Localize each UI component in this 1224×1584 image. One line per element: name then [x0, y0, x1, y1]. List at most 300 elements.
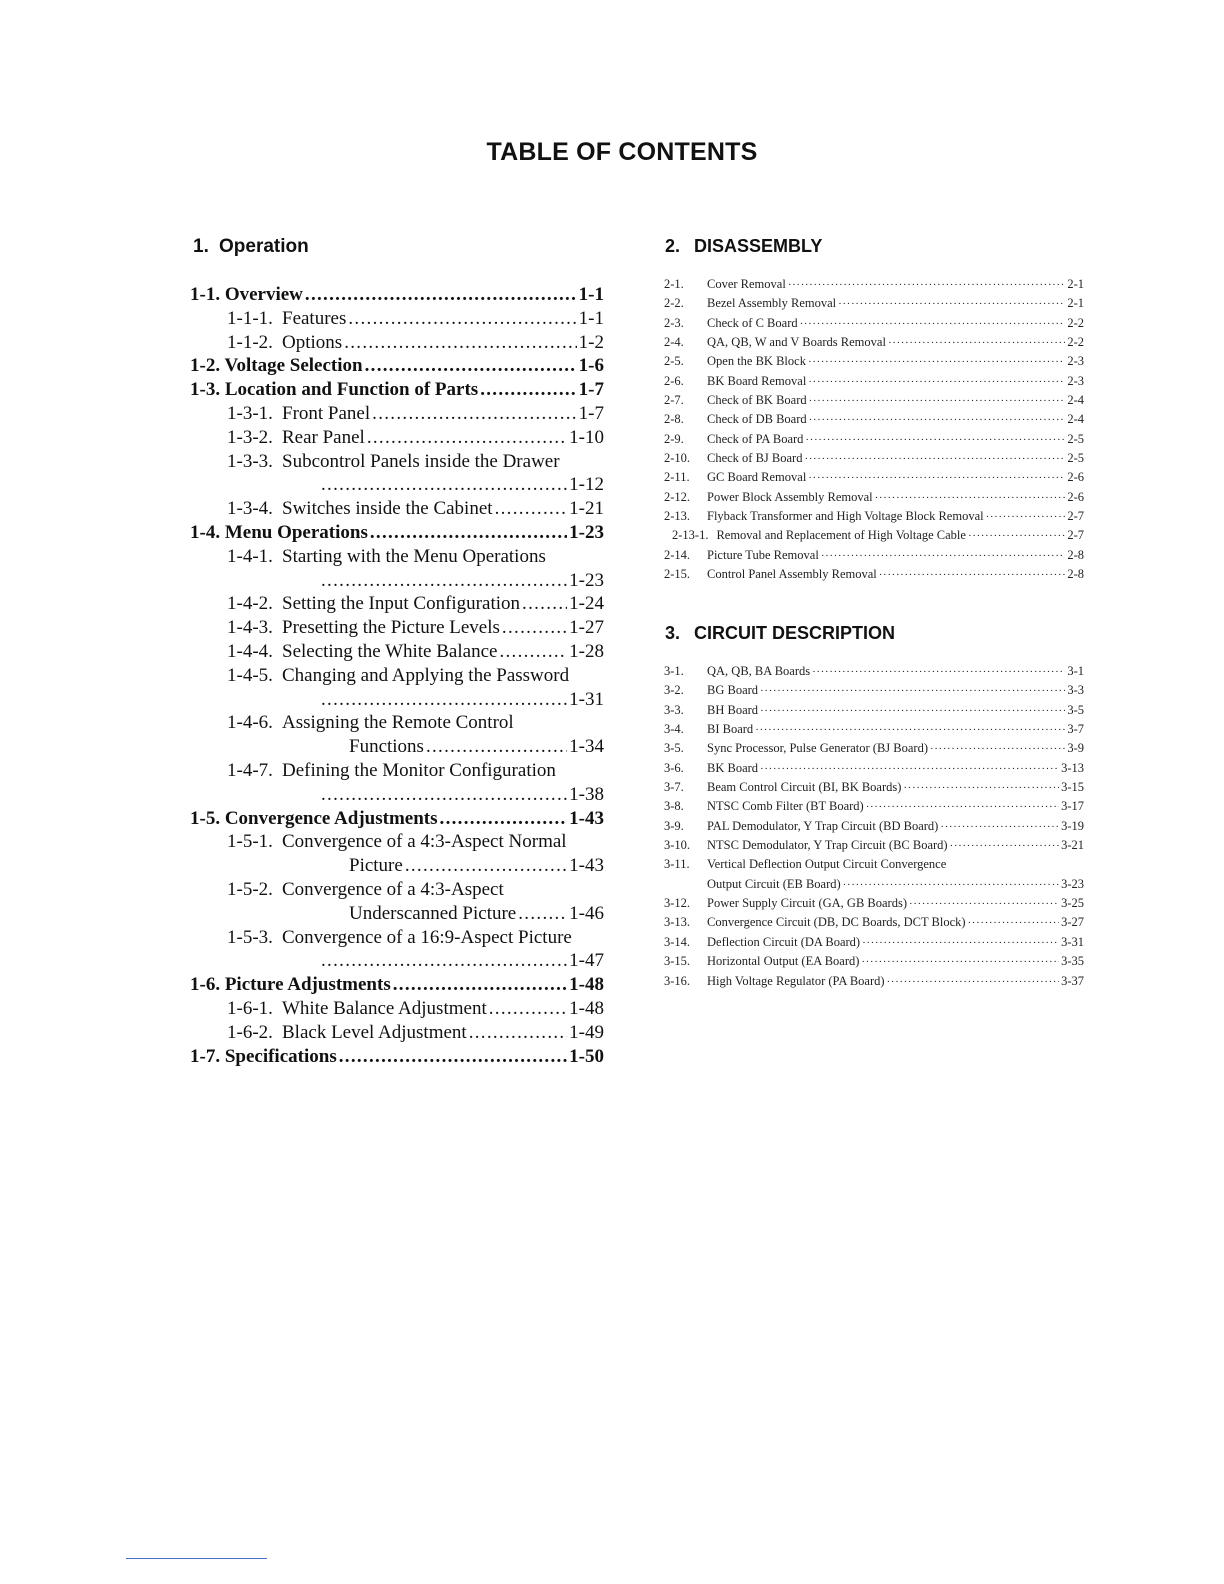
entry-number: 3-10.	[664, 838, 691, 853]
disassembly-toc	[664, 277, 1084, 587]
section-heading-circuit	[665, 623, 895, 644]
dot-leader	[800, 318, 1066, 330]
toc-entry[interactable]	[190, 592, 604, 616]
entry-title: White Balance Adjustment	[282, 997, 487, 1019]
toc-entry[interactable]	[664, 896, 1084, 915]
toc-line	[227, 926, 604, 950]
toc-entry[interactable]	[664, 954, 1084, 973]
entry-title: Subcontrol Panels inside the Drawer	[282, 450, 560, 472]
entry-number: 2-5.	[664, 354, 684, 369]
page-number: 1-48	[569, 974, 604, 996]
entry-title: BI Board	[707, 722, 754, 737]
entry-number: 1-4-1.	[227, 545, 273, 567]
toc-line	[190, 354, 604, 378]
entry-number: 1-7.	[190, 1045, 221, 1067]
toc-entry[interactable]	[664, 703, 1084, 722]
toc-line	[190, 283, 604, 307]
toc-entry[interactable]	[664, 567, 1084, 586]
entry-title: Location and Function of Parts	[224, 379, 479, 401]
entry-number: 1-4-5.	[227, 664, 273, 686]
dot-leader	[370, 521, 567, 545]
entry-number: 3-14.	[664, 934, 691, 949]
entry-number: 3-3.	[664, 702, 684, 717]
operation-toc	[190, 283, 604, 1068]
page-number: 3-13	[1061, 760, 1084, 775]
toc-entry[interactable]	[664, 857, 1084, 876]
entry-title: Rear Panel	[282, 426, 365, 448]
page-number: 1-24	[569, 593, 604, 615]
page-number: 1-1	[578, 284, 604, 305]
toc-entry[interactable]	[664, 432, 1084, 451]
toc-entry[interactable]	[190, 616, 604, 640]
entry-number: 2-6.	[664, 373, 684, 388]
entry-title: BH Board	[707, 702, 759, 717]
toc-entry[interactable]	[664, 974, 1084, 993]
page-number: 3-17	[1061, 799, 1084, 814]
entry-number: 3-13.	[664, 915, 691, 930]
dot-leader	[866, 801, 1059, 813]
dot-leader	[861, 956, 1059, 968]
dot-leader	[365, 354, 577, 378]
dot-leader	[495, 497, 568, 521]
entry-title: NTSC Demodulator, Y Trap Circuit (BC Board)	[707, 838, 948, 853]
entry-title: Control Panel Assembly Removal	[707, 567, 877, 582]
entry-label	[227, 640, 497, 664]
page-number: 3-19	[1061, 818, 1084, 833]
entry-label	[227, 616, 500, 640]
dot-leader	[875, 492, 1066, 504]
entry-title: Picture Adjustments	[224, 974, 391, 996]
entry-title-continued: Output Circuit (EB Board)	[707, 876, 841, 891]
dot-leader	[838, 298, 1065, 310]
toc-line	[227, 545, 604, 569]
dot-leader	[862, 937, 1059, 949]
dot-leader	[321, 569, 567, 593]
dot-leader	[405, 854, 567, 878]
dot-leader	[480, 378, 576, 402]
dot-leader	[321, 949, 567, 973]
entry-label	[227, 1021, 467, 1045]
dot-leader	[968, 530, 1065, 542]
page-number: 3-31	[1061, 934, 1084, 949]
entry-title: QA, QB, W and V Boards Removal	[707, 335, 886, 350]
page-number: 2-3	[1067, 354, 1084, 369]
dot-leader	[808, 472, 1065, 484]
dot-leader	[909, 898, 1059, 910]
entry-title: PAL Demodulator, Y Trap Circuit (BD Board)	[707, 818, 939, 833]
toc-entry[interactable]	[664, 335, 1084, 354]
dot-leader	[788, 279, 1066, 291]
entry-title: NTSC Comb Filter (BT Board)	[707, 799, 864, 814]
page-number: 3-1	[1067, 664, 1084, 678]
toc-entry[interactable]	[664, 412, 1084, 431]
toc-entry[interactable]	[664, 780, 1084, 799]
entry-title: Check of BK Board	[707, 393, 807, 408]
entry-title: Convergence of a 4:3-Aspect Normal	[282, 831, 567, 853]
entry-title: Power Supply Circuit (GA, GB Boards)	[707, 896, 907, 911]
entry-title: BK Board Removal	[707, 373, 807, 388]
entry-title: Check of C Board	[707, 315, 798, 330]
toc-entry[interactable]	[664, 799, 1084, 818]
entry-title: Front Panel	[282, 402, 371, 424]
page-number: 1-31	[569, 688, 604, 710]
dot-leader	[469, 1021, 567, 1045]
entry-number: 2-10.	[664, 451, 691, 466]
entry-title-continued: Underscanned Picture	[349, 902, 517, 924]
toc-line	[227, 307, 604, 331]
toc-entry[interactable]	[190, 1045, 604, 1069]
entry-label	[190, 354, 363, 378]
entry-number: 1-5-1.	[227, 831, 273, 853]
page-number: 2-5	[1067, 431, 1084, 446]
dot-leader	[367, 426, 567, 450]
entry-number: 2-11.	[664, 470, 690, 485]
page-number: 1-23	[569, 569, 604, 591]
toc-entry[interactable]	[664, 664, 1084, 683]
dot-leader	[321, 473, 567, 497]
dot-leader	[760, 705, 1065, 717]
page-number: 2-7	[1067, 528, 1084, 543]
entry-title: Voltage Selection	[224, 355, 363, 377]
page-number: 3-27	[1061, 915, 1084, 930]
dot-leader	[489, 997, 567, 1021]
page-number: 1-48	[569, 997, 604, 1019]
entry-number: 2-2.	[664, 296, 684, 311]
dot-leader	[930, 743, 1065, 755]
entry-number: 3-6.	[664, 760, 684, 775]
entry-title: Switches inside the Cabinet	[282, 498, 493, 520]
entry-number: 1-3-1.	[227, 402, 273, 424]
entry-title: QA, QB, BA Boards	[707, 664, 811, 678]
page-number: 1-21	[569, 498, 604, 520]
entry-title: Vertical Deflection Output Circuit Convergence	[707, 857, 947, 872]
toc-line	[227, 854, 604, 878]
dot-leader	[502, 616, 567, 640]
section-heading-disassembly	[665, 236, 822, 257]
entry-title: Features	[282, 307, 347, 329]
entry-label	[190, 521, 368, 545]
entry-title: Flyback Transformer and High Voltage Block Removal	[707, 509, 984, 524]
entry-label	[190, 378, 478, 402]
dot-leader	[518, 902, 567, 926]
dot-leader	[808, 356, 1065, 368]
entry-title: GC Board Removal	[707, 470, 807, 485]
toc-entry[interactable]	[664, 374, 1084, 393]
section-number: 3.	[665, 623, 681, 643]
dot-leader	[950, 840, 1060, 852]
toc-entry[interactable]	[190, 711, 604, 759]
toc-entry[interactable]	[664, 393, 1084, 412]
page-number: 2-1	[1067, 296, 1084, 311]
dot-leader	[805, 434, 1065, 446]
entry-number: 1-4.	[190, 521, 221, 543]
toc-line	[227, 402, 604, 426]
entry-number: 3-8.	[664, 799, 684, 814]
toc-line	[227, 592, 604, 616]
page-number: 1-7	[578, 379, 604, 401]
page-number: 3-5	[1067, 702, 1084, 717]
toc-entry[interactable]	[190, 973, 604, 997]
page-number: 3-23	[1061, 876, 1084, 891]
entry-number: 2-13-1.	[672, 528, 709, 543]
toc-entry[interactable]	[664, 819, 1084, 838]
page-number: 1-47	[569, 950, 604, 972]
entry-title: Assigning the Remote Control	[282, 712, 514, 734]
entry-title: Convergence Circuit (DB, DC Boards, DCT Block)	[707, 915, 966, 930]
entry-number: 2-15.	[664, 567, 691, 582]
page-number: 1-46	[569, 902, 604, 924]
toc-entry[interactable]	[664, 838, 1084, 857]
toc-entry[interactable]	[190, 354, 604, 378]
entry-number: 1-5.	[190, 807, 221, 829]
section-number: 1.	[193, 236, 209, 257]
toc-line	[227, 640, 604, 664]
toc-entry[interactable]	[190, 497, 604, 521]
toc-entry[interactable]	[190, 926, 604, 974]
toc-entry[interactable]	[664, 470, 1084, 489]
page-number: 1-43	[569, 807, 604, 829]
toc-entry[interactable]	[190, 283, 604, 307]
dot-leader	[755, 724, 1065, 736]
entry-number: 3-7.	[664, 780, 684, 795]
toc-entry[interactable]	[664, 509, 1084, 528]
dot-leader	[809, 395, 1066, 407]
entry-number: 2-7.	[664, 393, 684, 408]
entry-title: BG Board	[707, 683, 759, 698]
entry-label	[227, 307, 346, 331]
entry-label	[227, 331, 342, 355]
dot-leader	[321, 688, 567, 712]
page-title: TABLE OF CONTENTS	[486, 138, 758, 166]
entry-number: 1-5-3.	[227, 926, 273, 948]
entry-number: 2-8.	[664, 412, 684, 427]
page-number: 3-9	[1067, 741, 1084, 756]
toc-line	[227, 997, 604, 1021]
entry-title: Options	[282, 331, 343, 353]
entry-title: Power Block Assembly Removal	[707, 489, 873, 504]
entry-label	[227, 426, 365, 450]
entry-title: Specifications	[224, 1045, 337, 1067]
page-number: 2-4	[1067, 412, 1084, 427]
entry-number: 1-6-2.	[227, 1021, 273, 1043]
toc-entry[interactable]	[190, 402, 604, 426]
toc-line	[227, 830, 604, 854]
page-number: 3-37	[1061, 973, 1084, 988]
toc-entry[interactable]	[664, 490, 1084, 509]
toc-line	[227, 426, 604, 450]
entry-number: 1-3-4.	[227, 498, 273, 520]
entry-title: Removal and Replacement of High Voltage Cable	[716, 528, 966, 543]
page-number: 2-8	[1067, 567, 1084, 582]
toc-entry[interactable]	[190, 378, 604, 402]
entry-label	[190, 807, 438, 831]
page-number: 2-5	[1067, 451, 1084, 466]
entry-title: Horizontal Output (EA Board)	[707, 954, 860, 969]
toc-entry[interactable]	[664, 683, 1084, 702]
entry-title: Overview	[224, 284, 303, 305]
toc-entry[interactable]	[190, 830, 604, 878]
entry-number: 1-6.	[190, 974, 221, 996]
toc-entry[interactable]	[190, 997, 604, 1021]
entry-title: Check of PA Board	[707, 431, 804, 446]
circuit-toc	[664, 664, 1084, 993]
toc-entry[interactable]	[190, 759, 604, 807]
entry-number: 1-3-3.	[227, 450, 273, 472]
toc-entry[interactable]	[664, 915, 1084, 934]
entry-number: 2-12.	[664, 489, 691, 504]
page-number: 2-1	[1067, 277, 1084, 291]
entry-number: 1-1.	[190, 284, 221, 305]
entry-number: 1-1-1.	[227, 307, 273, 329]
entry-number: 1-4-7.	[227, 759, 273, 781]
section-heading-operation	[193, 236, 309, 258]
entry-title: Convergence of a 4:3-Aspect	[282, 878, 504, 900]
entry-number: 2-3.	[664, 315, 684, 330]
entry-number: 2-1.	[664, 277, 684, 291]
toc-entry[interactable]	[664, 277, 1084, 296]
entry-label	[227, 997, 487, 1021]
entry-title-continued: Picture	[349, 855, 403, 877]
dot-leader	[843, 879, 1059, 891]
entry-label	[190, 973, 391, 997]
entry-title: Convergence Adjustments	[224, 807, 438, 829]
entry-number: 1-6-1.	[227, 997, 273, 1019]
toc-entry[interactable]	[190, 807, 604, 831]
toc-entry-continued[interactable]	[664, 877, 1084, 896]
dot-leader	[348, 307, 576, 331]
page-number: 1-34	[569, 736, 604, 758]
dot-leader	[986, 511, 1066, 523]
toc-entry[interactable]	[664, 935, 1084, 954]
section-title: Operation	[219, 236, 309, 257]
entry-number: 3-2.	[664, 683, 684, 698]
entry-title: Starting with the Menu Operations	[282, 545, 546, 567]
toc-entry[interactable]	[190, 331, 604, 355]
toc-entry[interactable]	[190, 664, 604, 712]
entry-title: High Voltage Regulator (PA Board)	[707, 973, 885, 988]
entry-number: 3-9.	[664, 818, 684, 833]
section-number: 2.	[665, 236, 681, 256]
dot-leader	[344, 331, 576, 355]
dot-leader	[760, 763, 1059, 775]
page-number: 2-8	[1067, 547, 1084, 562]
toc-entry[interactable]	[190, 426, 604, 450]
entry-title: Sync Processor, Pulse Generator (BJ Board)	[707, 741, 928, 756]
entry-number: 1-1-2.	[227, 331, 273, 353]
dot-leader	[903, 782, 1059, 794]
entry-title: Check of BJ Board	[707, 451, 803, 466]
toc-line	[227, 902, 604, 926]
entry-label	[227, 402, 370, 426]
dot-leader	[821, 550, 1066, 562]
entry-number: 1-4-3.	[227, 617, 273, 639]
entry-title: Cover Removal	[707, 277, 786, 291]
entry-title: BK Board	[707, 760, 759, 775]
entry-title-continued: Functions	[349, 736, 424, 758]
page-number: 1-28	[569, 640, 604, 662]
toc-line	[227, 497, 604, 521]
entry-number: 2-13.	[664, 509, 691, 524]
page-number: 2-4	[1067, 393, 1084, 408]
toc-entry[interactable]	[664, 296, 1084, 315]
entry-number: 1-2.	[190, 355, 221, 377]
page-number: 3-15	[1061, 780, 1084, 795]
entry-label	[227, 592, 520, 616]
toc-entry[interactable]	[190, 307, 604, 331]
entry-number: 3-15.	[664, 954, 691, 969]
entry-number: 1-4-2.	[227, 593, 273, 615]
entry-number: 3-11.	[664, 857, 690, 872]
dot-leader	[804, 453, 1065, 465]
entry-title: Convergence of a 16:9-Aspect Picture	[282, 926, 572, 948]
page-number: 2-3	[1067, 373, 1084, 388]
entry-title: Changing and Applying the Password	[282, 664, 570, 686]
entry-number: 1-4-6.	[227, 712, 273, 734]
toc-line	[227, 473, 604, 497]
toc-entry[interactable]	[664, 741, 1084, 760]
toc-entry[interactable]	[190, 640, 604, 664]
toc-entry[interactable]	[664, 451, 1084, 470]
toc-entry[interactable]	[190, 450, 604, 498]
toc-entry[interactable]	[190, 878, 604, 926]
entry-title: Black Level Adjustment	[282, 1021, 467, 1043]
toc-entry[interactable]	[664, 316, 1084, 335]
toc-line	[227, 949, 604, 973]
dot-leader	[499, 640, 567, 664]
dot-leader	[879, 569, 1066, 581]
entry-number: 3-4.	[664, 722, 684, 737]
page-number: 1-43	[569, 855, 604, 877]
page-number: 1-6	[578, 355, 604, 377]
entry-title: Open the BK Block	[707, 354, 806, 369]
toc-line	[227, 616, 604, 640]
toc-line	[190, 1045, 604, 1069]
toc-entry[interactable]	[190, 545, 604, 593]
toc-line	[227, 735, 604, 759]
page-number: 1-23	[569, 521, 604, 543]
dot-leader	[426, 735, 567, 759]
toc-line	[227, 783, 604, 807]
entry-label	[227, 497, 493, 521]
toc-entry[interactable]	[190, 1021, 604, 1045]
toc-entry[interactable]	[664, 548, 1084, 567]
entry-number: 1-3-2.	[227, 426, 273, 448]
section-title: DISASSEMBLY	[694, 236, 823, 256]
toc-entry[interactable]	[664, 722, 1084, 741]
page-number: 1-27	[569, 617, 604, 639]
toc-line	[227, 664, 604, 688]
entry-title: Defining the Monitor Configuration	[282, 759, 556, 781]
toc-entry[interactable]	[664, 761, 1084, 780]
toc-line	[227, 331, 604, 355]
page-number: 1-12	[569, 474, 604, 496]
page-number: 2-7	[1067, 509, 1084, 524]
toc-line	[227, 569, 604, 593]
page-number: 1-49	[569, 1021, 604, 1043]
entry-title: Deflection Circuit (DA Board)	[707, 934, 861, 949]
toc-entry[interactable]	[664, 354, 1084, 373]
dot-leader	[372, 402, 577, 426]
entry-number: 2-14.	[664, 547, 691, 562]
toc-entry[interactable]	[664, 528, 1084, 547]
dot-leader	[760, 685, 1065, 697]
entry-title: Menu Operations	[224, 521, 368, 543]
page-number: 2-2	[1067, 335, 1084, 350]
toc-entry[interactable]	[190, 521, 604, 545]
dot-leader	[812, 666, 1065, 678]
page-number: 3-7	[1067, 722, 1084, 737]
page-number: 2-2	[1067, 315, 1084, 330]
